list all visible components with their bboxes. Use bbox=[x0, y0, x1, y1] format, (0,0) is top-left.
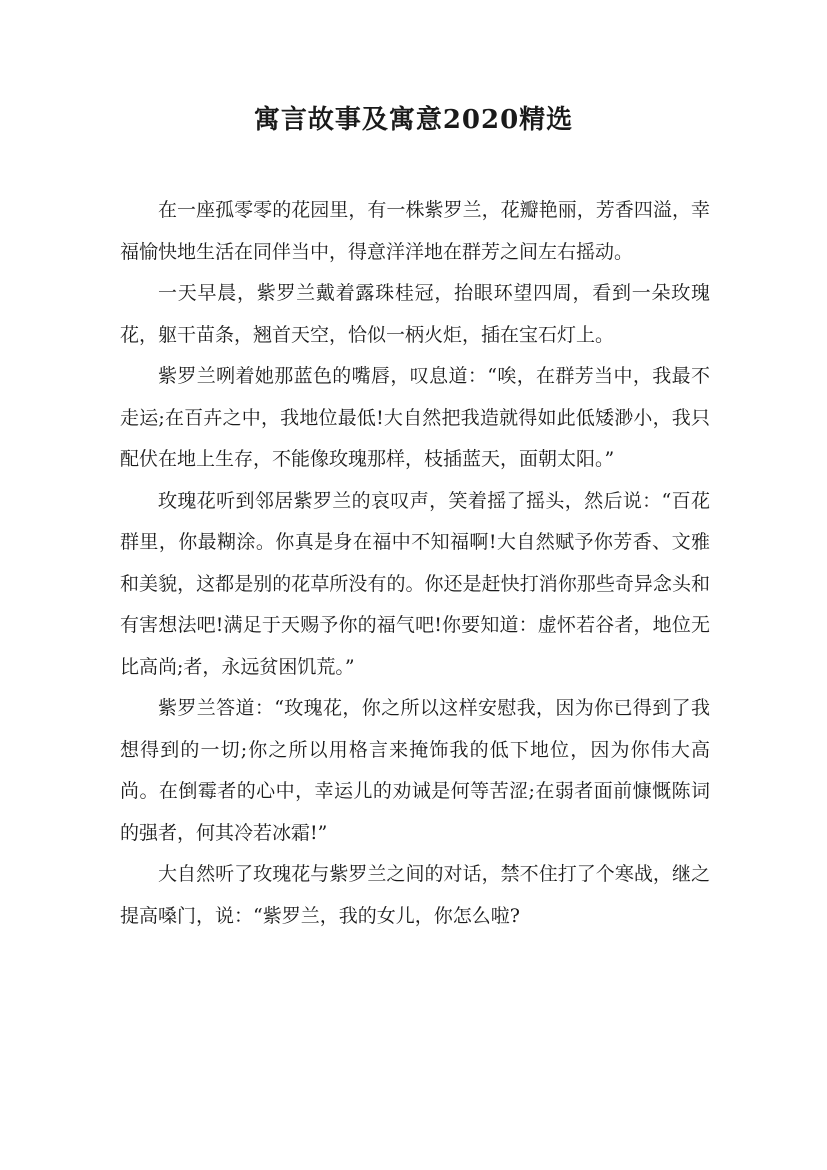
paragraph-5: 紫罗兰答道：“玫瑰花，你之所以这样安慰我，因为你已得到了我想得到的一切;你之所以用格言来掩饰我的低下地位，因为你伟大高尚。在倒霉者的心中，幸运儿的劝诫是何等苦涩;在弱者面前慷慨陈词的强者，何其冷若冰霜!” bbox=[120, 697, 710, 844]
paragraph-3: 紫罗兰咧着她那蓝色的嘴唇，叹息道：“唉，在群芳当中，我最不走运;在百卉之中，我地位最低!大自然把我造就得如此低矮渺小，我只配伏在地上生存，不能像玫瑰那样，枝插蓝天，面朝太阳。” bbox=[120, 365, 710, 470]
document-title: 寓言故事及寓意2020精选 bbox=[253, 105, 574, 135]
paragraph-2: 一天早晨，紫罗兰戴着露珠桂冠，抬眼环望四周，看到一朵玫瑰花，躯干苗条，翘首天空，恰似一柄火炬，插在宝石灯上。 bbox=[120, 282, 710, 346]
paragraph-6: 大自然听了玫瑰花与紫罗兰之间的对话，禁不住打了个寒战，继之提高嗓门，说：“紫罗兰，我的女儿，你怎么啦? bbox=[120, 863, 710, 927]
paragraph-4: 玫瑰花听到邻居紫罗兰的哀叹声，笑着摇了摇头，然后说：“百花群里，你最糊涂。你真是身在福中不知福啊!大自然赋予你芳香、文雅和美貌，这都是别的花草所没有的。你还是赶快打消你那些奇异念头和有害想法吧!满足于天赐予你的福气吧!你要知道：虚怀若谷者，地位无比高尚;者，永远贫困饥荒。” bbox=[120, 489, 710, 678]
document-body bbox=[120, 190, 710, 937]
paragraph-1: 在一座孤零零的花园里，有一株紫罗兰，花瓣艳丽，芳香四溢，幸福愉快地生活在同伴当中，得意洋洋地在群芳之间左右摇动。 bbox=[120, 199, 710, 263]
